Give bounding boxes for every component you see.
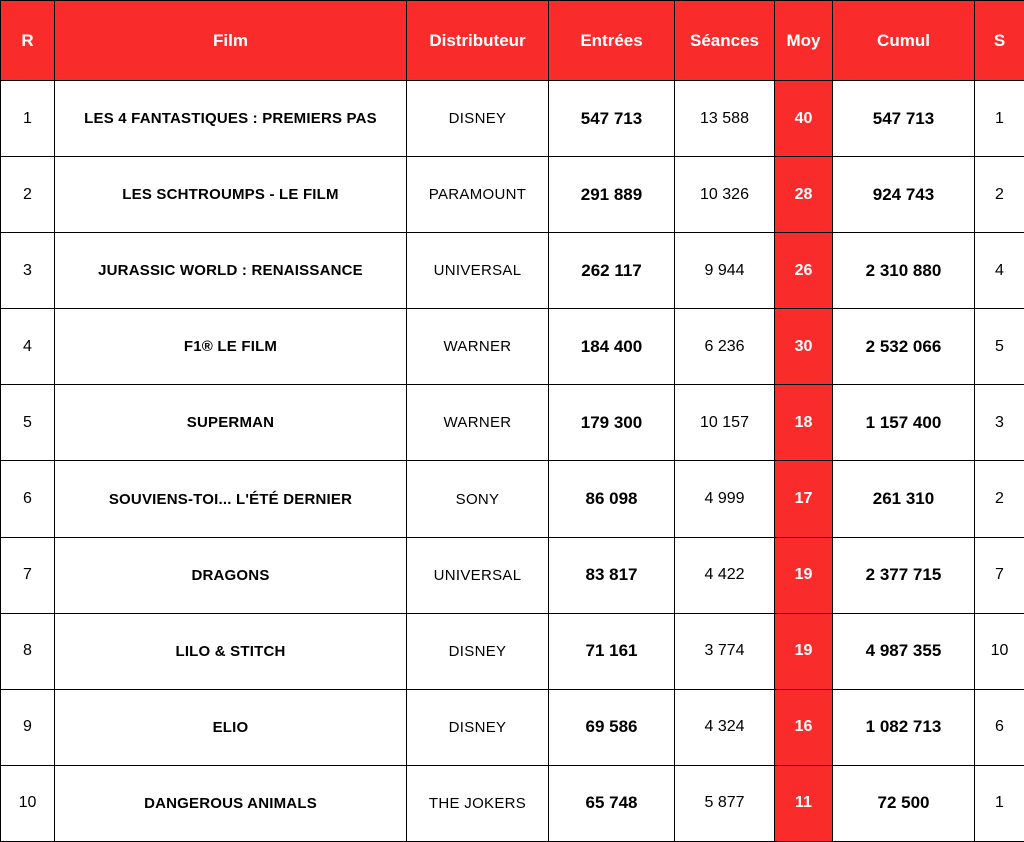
cell-entrees: 86 098 [549, 461, 675, 537]
cell-entrees: 184 400 [549, 309, 675, 385]
column-header-moy: Moy [775, 1, 833, 81]
cell-film: F1® LE FILM [55, 309, 407, 385]
table-row [1, 537, 1024, 613]
cell-entrees: 179 300 [549, 385, 675, 461]
cell-moy: 18 [775, 385, 833, 461]
cell-moy: 16 [775, 689, 833, 765]
cell-entrees: 69 586 [549, 689, 675, 765]
cell-entrees: 83 817 [549, 537, 675, 613]
cell-distributeur: SONY [407, 461, 549, 537]
cell-rank: 7 [1, 537, 55, 613]
table-row [1, 765, 1024, 841]
table-row [1, 689, 1024, 765]
column-header-cumul: Cumul [833, 1, 975, 81]
cell-moy: 28 [775, 157, 833, 233]
cell-distributeur: WARNER [407, 385, 549, 461]
cell-cumul: 1 082 713 [833, 689, 975, 765]
cell-cumul: 547 713 [833, 81, 975, 157]
table-row [1, 157, 1024, 233]
cell-semaines: 2 [975, 461, 1024, 537]
cell-seances: 5 877 [675, 765, 775, 841]
cell-semaines: 1 [975, 81, 1024, 157]
cell-seances: 10 326 [675, 157, 775, 233]
cell-semaines: 2 [975, 157, 1024, 233]
cell-cumul: 924 743 [833, 157, 975, 233]
cell-semaines: 10 [975, 613, 1024, 689]
table-row [1, 385, 1024, 461]
cell-seances: 6 236 [675, 309, 775, 385]
cell-entrees: 65 748 [549, 765, 675, 841]
table-row [1, 613, 1024, 689]
column-header-entrees: Entrées [549, 1, 675, 81]
cell-entrees: 71 161 [549, 613, 675, 689]
column-header-film: Film [55, 1, 407, 81]
cell-moy: 11 [775, 765, 833, 841]
cell-seances: 4 324 [675, 689, 775, 765]
cell-seances: 4 999 [675, 461, 775, 537]
cell-seances: 13 588 [675, 81, 775, 157]
cell-semaines: 1 [975, 765, 1024, 841]
cell-cumul: 2 532 066 [833, 309, 975, 385]
column-header-semaines: S [975, 1, 1024, 81]
cell-moy: 26 [775, 233, 833, 309]
column-header-seances: Séances [675, 1, 775, 81]
cell-cumul: 2 377 715 [833, 537, 975, 613]
cell-rank: 4 [1, 309, 55, 385]
cell-distributeur: DISNEY [407, 613, 549, 689]
table-row [1, 233, 1024, 309]
cell-entrees: 547 713 [549, 81, 675, 157]
cell-moy: 19 [775, 613, 833, 689]
cell-distributeur: UNIVERSAL [407, 537, 549, 613]
cell-film: ELIO [55, 689, 407, 765]
cell-distributeur: THE JOKERS [407, 765, 549, 841]
cell-film: SOUVIENS-TOI... L'ÉTÉ DERNIER [55, 461, 407, 537]
cell-distributeur: DISNEY [407, 689, 549, 765]
cell-film: DANGEROUS ANIMALS [55, 765, 407, 841]
cell-entrees: 262 117 [549, 233, 675, 309]
cell-distributeur: WARNER [407, 309, 549, 385]
cell-seances: 4 422 [675, 537, 775, 613]
cell-rank: 3 [1, 233, 55, 309]
cell-entrees: 291 889 [549, 157, 675, 233]
cell-film: SUPERMAN [55, 385, 407, 461]
table-row [1, 461, 1024, 537]
cell-rank: 1 [1, 81, 55, 157]
cell-rank: 2 [1, 157, 55, 233]
cell-moy: 17 [775, 461, 833, 537]
cell-semaines: 6 [975, 689, 1024, 765]
cell-cumul: 261 310 [833, 461, 975, 537]
cell-rank: 8 [1, 613, 55, 689]
cell-film: LES 4 FANTASTIQUES : PREMIERS PAS [55, 81, 407, 157]
cell-rank: 5 [1, 385, 55, 461]
table-header [1, 1, 1024, 81]
cell-seances: 3 774 [675, 613, 775, 689]
cell-semaines: 7 [975, 537, 1024, 613]
cell-seances: 9 944 [675, 233, 775, 309]
table-body [1, 81, 1024, 842]
cell-rank: 10 [1, 765, 55, 841]
header-row [1, 1, 1024, 81]
cell-film: JURASSIC WORLD : RENAISSANCE [55, 233, 407, 309]
cell-cumul: 4 987 355 [833, 613, 975, 689]
table-row [1, 81, 1024, 157]
cell-seances: 10 157 [675, 385, 775, 461]
cell-cumul: 1 157 400 [833, 385, 975, 461]
cell-rank: 6 [1, 461, 55, 537]
cell-semaines: 4 [975, 233, 1024, 309]
cell-moy: 40 [775, 81, 833, 157]
cell-moy: 19 [775, 537, 833, 613]
cell-semaines: 5 [975, 309, 1024, 385]
cell-distributeur: DISNEY [407, 81, 549, 157]
cell-rank: 9 [1, 689, 55, 765]
cell-film: DRAGONS [55, 537, 407, 613]
cell-moy: 30 [775, 309, 833, 385]
cell-semaines: 3 [975, 385, 1024, 461]
table-row [1, 309, 1024, 385]
cell-film: LILO & STITCH [55, 613, 407, 689]
cell-film: LES SCHTROUMPS - LE FILM [55, 157, 407, 233]
column-header-distributeur: Distributeur [407, 1, 549, 81]
cell-cumul: 2 310 880 [833, 233, 975, 309]
cell-distributeur: UNIVERSAL [407, 233, 549, 309]
column-header-rank: R [1, 1, 55, 81]
cell-cumul: 72 500 [833, 765, 975, 841]
cell-distributeur: PARAMOUNT [407, 157, 549, 233]
